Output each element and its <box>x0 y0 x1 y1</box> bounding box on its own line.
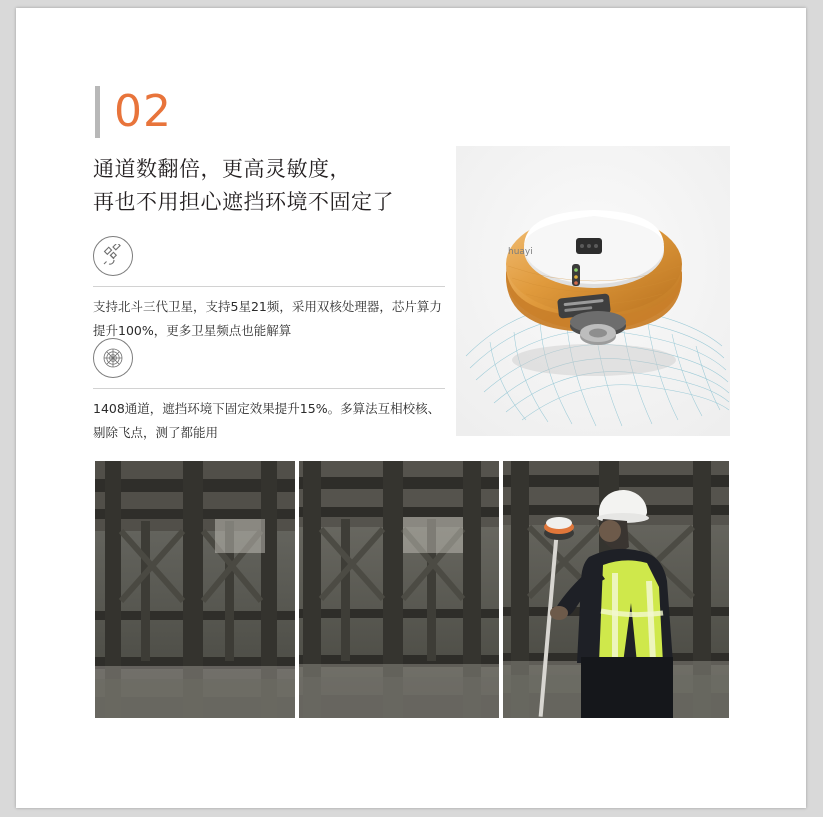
page-title <box>93 153 483 218</box>
steel-structure-photo-1 <box>95 461 295 718</box>
feature-text <box>93 397 443 446</box>
section-accent-bar <box>95 86 100 138</box>
feature-item-satellite <box>93 236 453 344</box>
section-number: 02 <box>114 86 172 137</box>
steel-structure-photo-2 <box>299 461 499 718</box>
feature-text-line-2: 剔除飞点，测了都能用 <box>93 425 219 441</box>
channel-grid-icon <box>93 338 133 378</box>
feature-text-line-2: 提升100%，更多卫星频点也能解算 <box>93 323 292 339</box>
feature-text <box>93 295 443 344</box>
feature-text-line-1: 支持北斗三代卫星，支持5星21频，采用双核处理器，芯片算力 <box>93 299 442 314</box>
gnss-receiver-product-photo <box>456 146 730 436</box>
brochure-page <box>16 8 806 808</box>
section-number-block <box>95 86 172 138</box>
photo-strip <box>95 461 729 718</box>
surveyor-with-pole-photo <box>503 461 729 718</box>
feature-item-channels <box>93 338 453 446</box>
feature-divider <box>93 286 445 287</box>
headline-line-2: 再也不用担心遮挡环境不固定了 <box>93 189 394 214</box>
satellite-icon <box>93 236 133 276</box>
feature-text-line-1: 1408通道，遮挡环境下固定效果提升15%。多算法互相校核、 <box>93 401 441 416</box>
svg-text:huayi: huayi <box>508 247 533 257</box>
feature-divider <box>93 388 445 389</box>
headline-line-1: 通道数翻倍，更高灵敏度， <box>93 157 351 181</box>
